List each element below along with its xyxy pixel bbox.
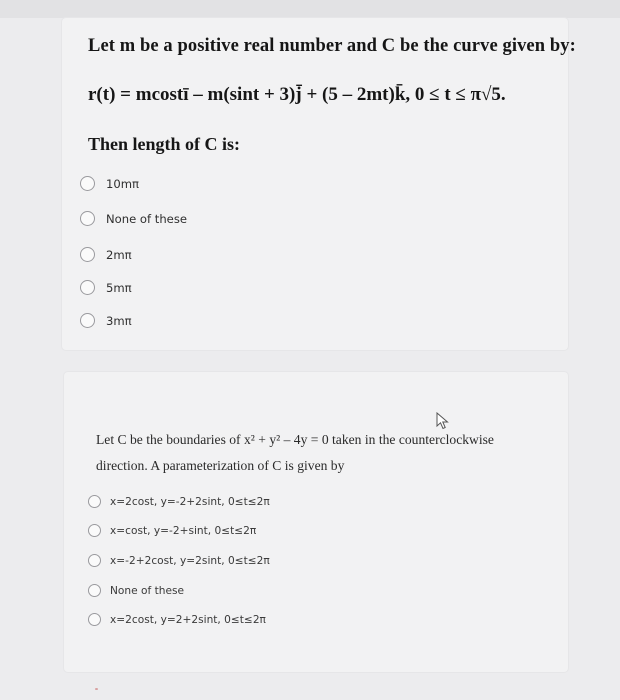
question-2-option-2[interactable]: [88, 524, 256, 537]
radio-unselected-icon[interactable]: [80, 313, 95, 328]
option-label: x=2cost, y=2+2sint, 0≤t≤2π: [110, 613, 266, 626]
option-label: None of these: [110, 584, 185, 597]
question-2-text-line-2: direction. A parameterization of C is given by: [96, 458, 345, 473]
radio-unselected-icon[interactable]: [88, 495, 101, 508]
option-label: x=2cost, y=-2+2sint, 0≤t≤2π: [110, 495, 270, 508]
question-1-option-3[interactable]: [80, 247, 132, 262]
option-label: 3mπ: [106, 313, 132, 328]
photo-top-edge: [0, 0, 620, 18]
question-2-card: [64, 372, 568, 672]
mouse-pointer-icon: [436, 412, 450, 430]
question-2-option-5[interactable]: [88, 613, 266, 626]
question-1-option-5[interactable]: [80, 313, 132, 328]
question-1-option-4[interactable]: [80, 280, 132, 295]
question-1-option-2[interactable]: [80, 211, 187, 226]
option-label: 5mπ: [106, 280, 132, 295]
question-2-text-line-1: Let C be the boundaries of x² + y² – 4y = 0 taken in the counterclockwise: [96, 432, 494, 447]
radio-unselected-icon[interactable]: [88, 524, 101, 537]
radio-unselected-icon[interactable]: [80, 247, 95, 262]
radio-unselected-icon[interactable]: [80, 211, 95, 226]
radio-unselected-icon[interactable]: [88, 584, 101, 597]
option-label: 10mπ: [106, 176, 140, 191]
radio-unselected-icon[interactable]: [88, 613, 101, 626]
radio-unselected-icon[interactable]: [80, 280, 95, 295]
option-label: x=cost, y=-2+sint, 0≤t≤2π: [110, 524, 257, 537]
question-2-option-4[interactable]: [88, 584, 184, 597]
question-2-option-3[interactable]: [88, 554, 270, 567]
option-label: None of these: [106, 211, 187, 226]
radio-unselected-icon[interactable]: [80, 176, 95, 191]
question-1-formula: r(t) = mcostī – m(sint + 3)j̄ + (5 – 2mt)k̄, 0 ≤ t ≤ π√5.: [88, 84, 506, 105]
question-1-intro: Let m be a positive real number and C be the curve given by:: [88, 36, 576, 56]
option-label: 2mπ: [106, 247, 132, 262]
question-1-prompt: Then length of C is:: [88, 134, 241, 154]
photo-speck: [95, 688, 98, 690]
radio-unselected-icon[interactable]: [88, 554, 101, 567]
option-label: x=-2+2cost, y=2sint, 0≤t≤2π: [110, 554, 270, 567]
question-1-option-1[interactable]: [80, 176, 139, 191]
question-2-option-1[interactable]: [88, 495, 270, 508]
